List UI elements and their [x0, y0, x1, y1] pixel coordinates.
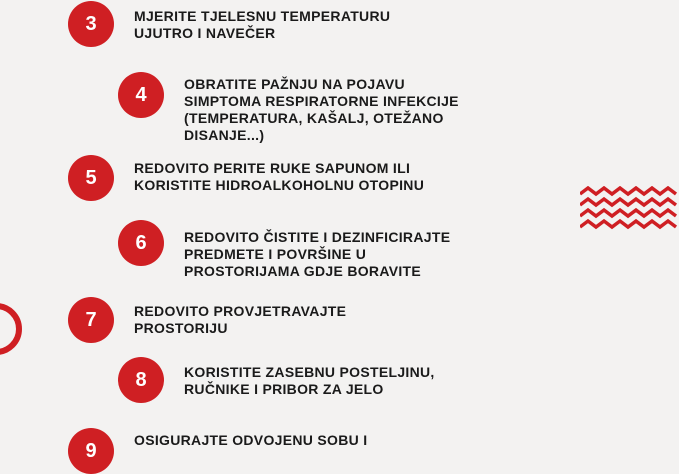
step-text-line: REDOVITO ČISTITE I DEZINFICIRAJTE [184, 229, 451, 245]
step-text [134, 428, 367, 449]
step-text [184, 357, 435, 398]
step-7 [68, 297, 346, 343]
step-text-line: PROSTORIJAMA GDJE BORAVITE [184, 263, 422, 279]
step-text-line: PROSTORIJU [134, 320, 228, 336]
step-text-line: (TEMPERATURA, KAŠALJ, OTEŽANO [184, 110, 444, 126]
step-text-line: SIMPTOMA RESPIRATORNE INFEKCIJE [184, 93, 459, 109]
step-text-line: OSIGURAJTE ODVOJENU SOBU I [134, 432, 368, 448]
step-number-badge: 3 [68, 1, 114, 47]
step-9 [68, 428, 367, 474]
step-text-line: REDOVITO PROVJETRAVAJTE [134, 303, 347, 319]
step-text-line: RUČNIKE I PRIBOR ZA JELO [184, 381, 384, 397]
step-number-badge: 5 [68, 155, 114, 201]
step-number-badge: 9 [68, 428, 114, 474]
decorative-ring [0, 303, 22, 355]
step-6 [118, 220, 450, 280]
step-text [134, 297, 346, 337]
step-text-line: PREDMETE I POVRŠINE U [184, 246, 367, 262]
step-text [134, 155, 424, 194]
step-text [134, 1, 390, 42]
step-8 [118, 357, 435, 403]
zigzag-decoration [580, 186, 679, 232]
step-4 [118, 72, 459, 144]
step-text-line: KORISTITE ZASEBNU POSTELJINU, [184, 364, 435, 380]
step-number-badge: 7 [68, 297, 114, 343]
step-number-badge: 8 [118, 357, 164, 403]
step-number-badge: 6 [118, 220, 164, 266]
step-text-line: KORISTITE HIDROALKOHOLNU OTOPINU [134, 177, 425, 193]
step-text [184, 72, 459, 144]
step-text-line: MJERITE TJELESNU TEMPERATURU [134, 8, 391, 24]
step-text-line: DISANJE...) [184, 127, 265, 143]
step-5 [68, 155, 424, 201]
step-text-line: REDOVITO PERITE RUKE SAPUNOM ILI [134, 160, 411, 176]
step-3 [68, 1, 390, 47]
step-text-line: OBRATITE PAŽNJU NA POJAVU [184, 76, 405, 92]
step-number-badge: 4 [118, 72, 164, 118]
step-text [184, 220, 450, 280]
step-text-line: UJUTRO I NAVEČER [134, 25, 276, 41]
